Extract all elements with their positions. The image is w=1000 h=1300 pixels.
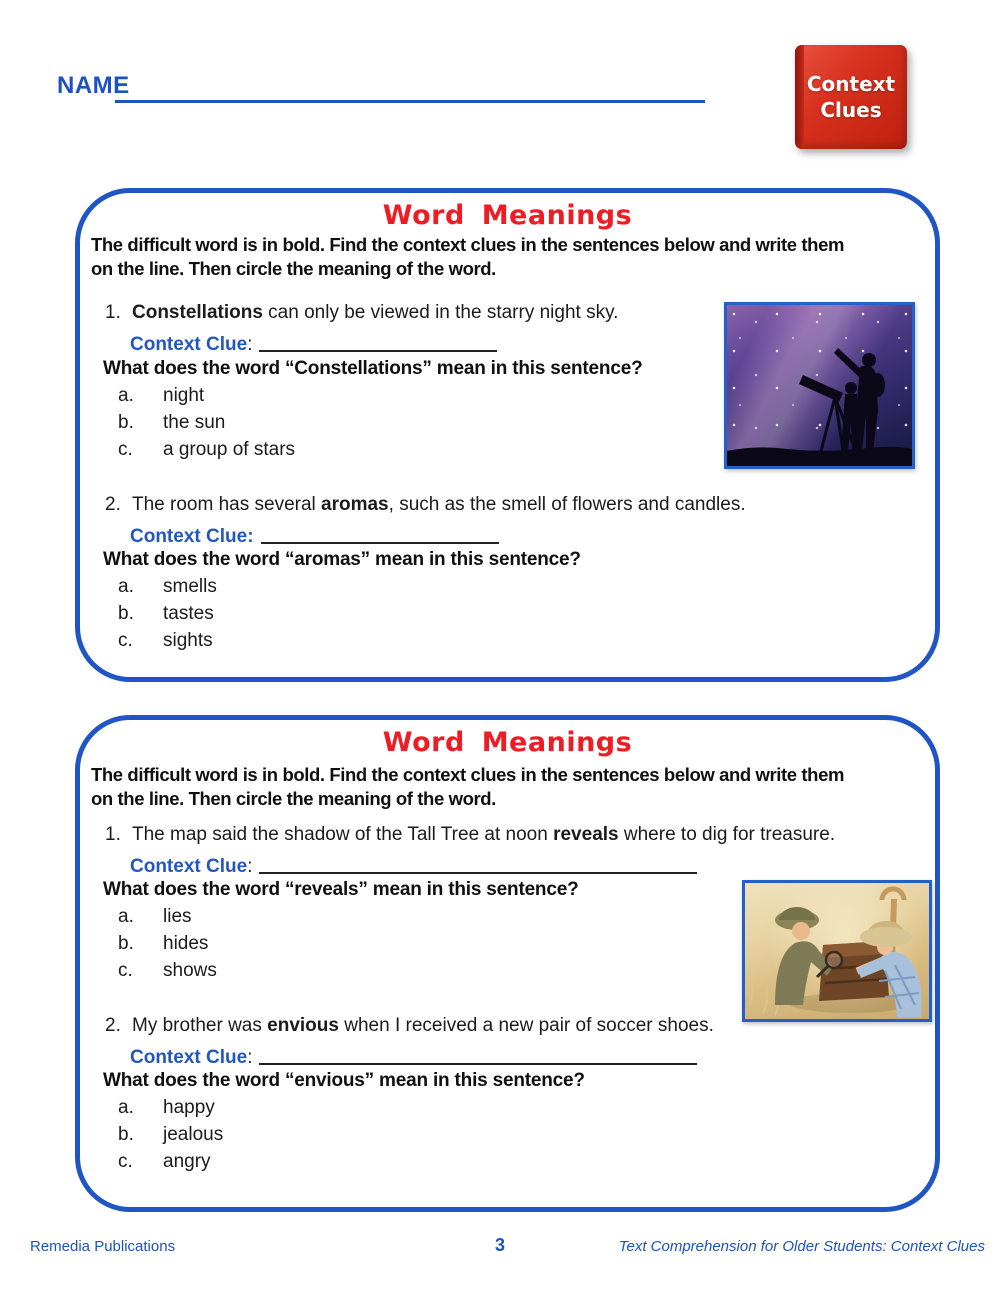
option-letter: a. xyxy=(118,906,134,927)
context-clue-label: Context Clue xyxy=(130,334,248,355)
question-prompt: What does the word “Constellations” mean in this sentence? xyxy=(103,358,643,379)
option-letter: a. xyxy=(118,576,134,597)
option-row[interactable] xyxy=(118,385,204,407)
option-text: smells xyxy=(163,576,217,597)
question-sentence: 2. My brother was envious when I received a new pair of soccer shoes. xyxy=(105,1015,714,1036)
option-text: hides xyxy=(163,933,209,954)
option-letter: c. xyxy=(118,1151,133,1172)
option-letter: c. xyxy=(118,960,133,981)
name-blank-line[interactable] xyxy=(115,72,705,103)
option-row[interactable] xyxy=(118,960,217,982)
context-clue-label: Context Clue xyxy=(130,526,248,547)
option-text: a group of stars xyxy=(163,439,296,460)
context-clue-row: Context Clue: xyxy=(130,522,499,548)
stargazing-photo xyxy=(724,302,915,469)
question-prompt: What does the word “aromas” mean in this sentence? xyxy=(103,549,581,570)
section-title: Word Meanings xyxy=(382,727,633,758)
option-text: lies xyxy=(163,906,192,927)
instructions-line-1: The difficult word is in bold. Find the context clues in the sentences below and write them xyxy=(91,234,845,255)
treasure-hunt-photo xyxy=(742,880,932,1022)
option-text: sights xyxy=(163,630,213,651)
question-sentence: 1. Constellations can only be viewed in the starry night sky. xyxy=(105,302,619,323)
context-clue-blank-line[interactable] xyxy=(259,854,697,874)
section-card-1 xyxy=(75,188,940,682)
instructions-line-2: on the line. Then circle the meaning of the word. xyxy=(91,258,496,279)
option-row[interactable] xyxy=(118,603,214,625)
option-text: night xyxy=(163,385,205,406)
context-clues-badge xyxy=(795,45,907,149)
name-label: NAME xyxy=(57,72,130,99)
option-text: happy xyxy=(163,1097,215,1118)
question-sentence: 2. The room has several aromas, such as the smell of flowers and candles. xyxy=(105,494,746,515)
context-clue-label: Context Clue xyxy=(130,1047,248,1068)
option-text: angry xyxy=(163,1151,211,1172)
option-letter: b. xyxy=(118,412,134,433)
option-letter: b. xyxy=(118,1124,134,1145)
section-title: Word Meanings xyxy=(382,200,633,231)
option-text: shows xyxy=(163,960,217,981)
context-clue-row: Context Clue: xyxy=(130,852,697,878)
instructions-line-1: The difficult word is in bold. Find the context clues in the sentences below and write them xyxy=(91,764,845,785)
footer-page-number: 3 xyxy=(494,1235,505,1255)
option-row[interactable] xyxy=(118,412,225,434)
footer-book-title: Text Comprehension for Older Students: Context Clues xyxy=(618,1238,985,1255)
option-row[interactable] xyxy=(118,1124,223,1146)
section-card-2 xyxy=(75,715,940,1212)
treasure-hunt-scene xyxy=(745,883,929,1019)
context-clue-blank-line[interactable] xyxy=(261,524,499,544)
option-row[interactable] xyxy=(118,933,208,955)
badge-book-spine xyxy=(795,45,804,149)
question-number: 2. xyxy=(105,1015,121,1036)
question-number: 1. xyxy=(105,824,121,845)
option-text: jealous xyxy=(163,1124,224,1145)
badge-label: Context Clues xyxy=(806,72,896,122)
question-number: 1. xyxy=(105,302,121,323)
question-prompt: What does the word “envious” mean in this sentence? xyxy=(103,1070,585,1091)
context-clue-label: Context Clue xyxy=(130,856,248,877)
option-letter: c. xyxy=(118,630,133,651)
option-row[interactable] xyxy=(118,576,217,598)
option-row[interactable] xyxy=(118,439,295,461)
option-text: tastes xyxy=(163,603,214,624)
option-letter: a. xyxy=(118,385,134,406)
option-row[interactable] xyxy=(118,630,213,652)
context-clue-blank-line[interactable] xyxy=(259,332,497,352)
footer-publisher: Remedia Publications xyxy=(30,1238,176,1255)
option-row[interactable] xyxy=(118,906,192,928)
option-row[interactable] xyxy=(118,1097,215,1119)
context-clue-row: Context Clue: xyxy=(130,330,497,356)
stargazing-silhouette xyxy=(727,305,912,466)
option-letter: a. xyxy=(118,1097,134,1118)
question-number: 2. xyxy=(105,494,121,515)
option-row[interactable] xyxy=(118,1151,211,1173)
context-clue-blank-line[interactable] xyxy=(259,1045,697,1065)
context-clue-row: Context Clue: xyxy=(130,1043,697,1069)
instructions-line-2: on the line. Then circle the meaning of the word. xyxy=(91,788,496,809)
option-letter: c. xyxy=(118,439,133,460)
option-letter: b. xyxy=(118,603,134,624)
option-letter: b. xyxy=(118,933,134,954)
question-sentence: 1. The map said the shadow of the Tall Tree at noon reveals where to dig for treasure. xyxy=(105,824,836,845)
question-prompt: What does the word “reveals” mean in this sentence? xyxy=(103,879,579,900)
option-text: the sun xyxy=(163,412,226,433)
